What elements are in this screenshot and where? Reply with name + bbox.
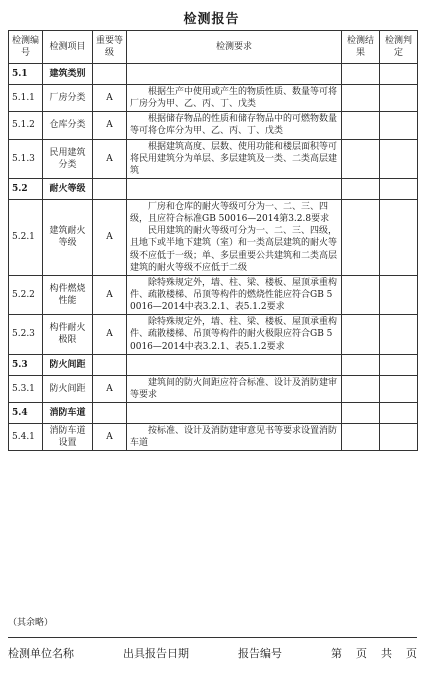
requirement-text	[127, 139, 342, 178]
requirement-paragraph: 除特殊规定外，墙、柱、梁、楼板、屋顶承重构件、疏散楼梯、吊顶等构件的燃烧性能应符合GB 50016—2014中表3.2.1、表5.1.2要求	[130, 277, 338, 313]
empty-cell	[380, 354, 418, 375]
empty-cell	[127, 178, 342, 199]
item-number: 5.2.2	[9, 275, 43, 314]
requirement-paragraph: 按标准、设计及消防建审意见书等要求设置消防车道	[130, 425, 338, 449]
item-number: 5.1.3	[9, 139, 43, 178]
empty-cell	[342, 178, 380, 199]
result-cell	[342, 315, 380, 354]
header-result: 检测结果	[342, 31, 380, 64]
result-cell	[342, 375, 380, 402]
footer-unit: 检测单位名称	[8, 647, 74, 660]
empty-cell	[93, 402, 127, 423]
requirement-text	[127, 112, 342, 139]
empty-cell	[127, 402, 342, 423]
requirement-paragraph: 民用建筑的耐火等级可分为一、二、三、四级，且地下或半地下建筑（室）和一类高层建筑的耐火等级不应低于一级；单、多层重要公共建筑和二类高层建筑的耐火等级不应低于二级	[130, 226, 338, 273]
judgement-cell	[380, 375, 418, 402]
requirement-paragraph: 厂房和仓库的耐火等级可分为一、二、三、四级，且应符合标准GB 50016—2014第3.2.8要求	[130, 201, 330, 225]
requirement-paragraph: 根据生产中使用或产生的物质性质、数量等可将厂房分为甲、乙、丙、丁、戊类	[130, 87, 338, 110]
result-cell	[342, 423, 380, 450]
item-name: 构件燃烧性能	[43, 275, 93, 314]
section-title: 防火间距	[43, 354, 93, 375]
importance-level: A	[93, 423, 127, 450]
result-cell	[342, 275, 380, 314]
report-footer	[8, 645, 417, 661]
footer-total-unit: 页	[406, 647, 417, 660]
header-judge: 检测判定	[380, 31, 418, 64]
item-number: 5.4.1	[9, 423, 43, 450]
table-row	[9, 85, 418, 112]
inspection-table	[8, 30, 418, 451]
item-name: 民用建筑分类	[43, 139, 93, 178]
item-name: 仓库分类	[43, 112, 93, 139]
requirement-text	[127, 375, 342, 402]
section-number: 5.4	[9, 402, 43, 423]
importance-level: A	[93, 85, 127, 112]
judgement-cell	[380, 199, 418, 275]
empty-cell	[93, 178, 127, 199]
requirement-text	[127, 315, 342, 354]
section-row	[9, 354, 418, 375]
result-cell	[342, 199, 380, 275]
section-row	[9, 64, 418, 85]
table-row	[9, 423, 418, 450]
item-number: 5.2.1	[9, 199, 43, 275]
requirement-text	[127, 423, 342, 450]
footer-page-unit: 页	[356, 647, 367, 660]
section-number: 5.1	[9, 64, 43, 85]
requirement-paragraph: 根据建筑高度、层数、使用功能和楼层面积等可将民用建筑分为单层、多层建筑及一类、二类高层建筑	[130, 141, 338, 176]
footer-total: 共	[381, 647, 392, 660]
empty-cell	[127, 64, 342, 85]
judgement-cell	[380, 139, 418, 178]
section-row	[9, 402, 418, 423]
empty-cell	[127, 354, 342, 375]
section-title: 消防车道	[43, 402, 93, 423]
footer-page	[331, 645, 417, 661]
section-number: 5.3	[9, 354, 43, 375]
importance-level: A	[93, 139, 127, 178]
judgement-cell	[380, 423, 418, 450]
section-row	[9, 178, 418, 199]
remark-note: （其余略）	[8, 618, 54, 628]
table-row	[9, 112, 418, 139]
item-number: 5.3.1	[9, 375, 43, 402]
table-row	[9, 139, 418, 178]
footer-page-no: 第	[331, 647, 342, 660]
item-number: 5.1.2	[9, 112, 43, 139]
empty-cell	[380, 64, 418, 85]
table-body	[9, 64, 418, 451]
importance-level: A	[93, 315, 127, 354]
empty-cell	[342, 64, 380, 85]
item-name: 构件耐火极限	[43, 315, 93, 354]
report-title: 检测报告	[183, 12, 240, 27]
item-number: 5.1.1	[9, 85, 43, 112]
judgement-cell	[380, 112, 418, 139]
item-name: 防火间距	[43, 375, 93, 402]
empty-cell	[342, 354, 380, 375]
importance-level: A	[93, 112, 127, 139]
requirement-paragraph: 根据储存物品的性质和储存物品中的可燃物数量等可将仓库分为甲、乙、丙、丁、戊类	[130, 114, 338, 137]
header-num: 检测编号	[9, 31, 43, 64]
table-header-row	[9, 31, 418, 64]
importance-level: A	[93, 275, 127, 314]
importance-level: A	[93, 199, 127, 275]
result-cell	[342, 112, 380, 139]
empty-cell	[342, 402, 380, 423]
header-item: 检测项目	[43, 31, 93, 64]
empty-cell	[380, 178, 418, 199]
empty-cell	[93, 64, 127, 85]
item-name: 消防车道设置	[43, 423, 93, 450]
header-level: 重要等级	[93, 31, 127, 64]
item-name: 厂房分类	[43, 85, 93, 112]
section-number: 5.2	[9, 178, 43, 199]
judgement-cell	[380, 85, 418, 112]
section-title: 建筑类别	[43, 64, 93, 85]
table-row	[9, 275, 418, 314]
empty-cell	[380, 402, 418, 423]
table-row	[9, 315, 418, 354]
result-cell	[342, 85, 380, 112]
judgement-cell	[380, 315, 418, 354]
result-cell	[342, 139, 380, 178]
requirement-text	[127, 85, 342, 112]
requirement-text	[127, 275, 342, 314]
table-row	[9, 375, 418, 402]
importance-level: A	[93, 375, 127, 402]
item-name: 建筑耐火等级	[43, 199, 93, 275]
table-row	[9, 199, 418, 275]
section-title: 耐火等级	[43, 178, 93, 199]
footer-divider	[8, 637, 417, 638]
footer-report-no: 报告编号	[238, 647, 282, 660]
requirement-text	[127, 199, 342, 275]
requirement-paragraph: 建筑间的防火间距应符合标准、设计及消防建审等要求	[130, 377, 338, 400]
requirement-paragraph: 除特殊规定外，墙、柱、梁、楼板、屋顶承重构件、疏散楼梯、吊顶等构件的耐火极限应符合GB 50016—2014中表3.2.1、表5.1.2要求	[130, 317, 338, 352]
footer-date: 出具报告日期	[123, 647, 189, 660]
empty-cell	[93, 354, 127, 375]
judgement-cell	[380, 275, 418, 314]
item-number: 5.2.3	[9, 315, 43, 354]
header-req: 检测要求	[127, 31, 342, 64]
